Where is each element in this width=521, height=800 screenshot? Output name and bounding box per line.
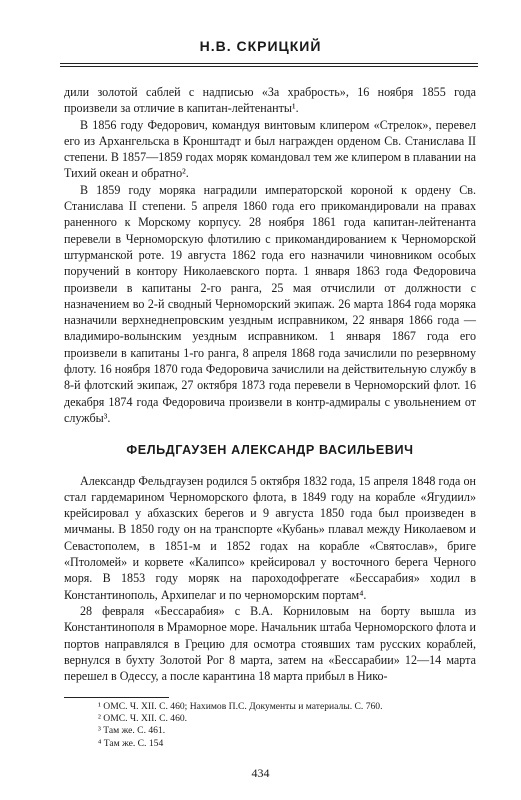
paragraph: Александр Фельдгаузен родился 5 октября 1832 года, 15 апреля 1848 года он стал гардемарином Черноморского флота, в 1849 году на корабле «Ягудиил» крейсировал у абхазских берегов и 9 августа 1850 года был произведен в мичманы. В 1850 году он на транспорте «Кубань» плавал между Николаевом и Севастополем, в 1851-м и 1852 годах на корабле «Святослав», бриге «Птоломей» и корвете «Калипсо» крейсировал у восточного берега Черного моря. В 1853 году моряк на пароходофрегате «Бессарабия» ходил в Константинополь, Архипелаг и по черноморским портам⁴. [64,473,476,602]
footnote: ⁴ Там же. С. 154 [98,737,164,749]
running-header: Н.В. СКРИЦКИЙ [199,38,322,54]
page-number: 434 [251,766,270,780]
header-rule-top [60,63,478,64]
paragraph: 28 февраля «Бессарабия» с В.А. Корниловым на борту вышла из Константинополя в Мраморное море. Начальник штаба Черноморского флота и портов направлялся в Грецию для осмотра стоявших там русских кораблей, вернулся в бухту Золотой Рог 8 марта, затем на «Бессарабии» 12—14 марта перешел в Одессу, а после карантина 18 марта прибыл в Нико- [64,603,476,684]
header-rule-bottom [60,66,478,67]
main-text [64,84,476,684]
footnote: ³ Там же. С. 461. [98,725,166,737]
paragraph: В 1856 году Федорович, командуя винтовым клипером «Стрелок», перевел его из Архангельска в Кронштадт и был награжден орденом Св. Станислава II степени. В 1857—1859 годах моряк командовал тем же клипером в плавании на Тихий океан и обратно². [64,117,476,181]
paragraph-continuation: дили золотой саблей с надписью «За храбрость», 16 ноября 1855 года произвели за отличие в капитан-лейтенанты¹. [64,85,476,116]
paragraph: В 1859 году моряка наградили императорской короной к ордену Св. Станислава II степени. 5 апреля 1860 года его прикомандировали на правах раненного к Морскому корпусу. 28 ноября 1861 года капитан-лейтенанта перевели в Черноморскую флотилию с прикомандированием к Черноморской штурманской роте. 19 августа 1862 года его назначили чиновником особых поручений в контору Николаевского порта. 1 января 1863 года Федоровича произвели в капитаны 2-го ранга, 25 мая отчислили от должности с назначением во 2-й сводный Черноморский экипаж. 26 марта 1864 года моряка назначили верхнеднепровским уездным исправником, 22 января 1866 года — владимиро-волынским уездным исправником. 1 января 1867 года его произвели в капитаны 1-го ранга, 8 апреля 1868 года зачислили по резервному флоту. 16 ноября 1870 года Федоровича зачислили на действительную службу в 8-й флотский экипаж, 27 октября 1873 года перевели в Черноморский флот. 16 декабря 1874 года Федоровича произвели в контр-адмиралы с увольнением от службы³. [64,182,476,425]
footnote: ² ОМС. Ч. XII. С. 460. [98,713,188,725]
footnote: ¹ ОМС. Ч. XII. С. 460; Нахимов П.С. Документы и материалы. С. 760. [98,701,383,712]
footnotes [98,701,478,750]
section-heading: ФЕЛЬДГАУЗЕН АЛЕКСАНДР ВАСИЛЬЕВИЧ [126,443,414,458]
footnote-divider [64,697,169,698]
